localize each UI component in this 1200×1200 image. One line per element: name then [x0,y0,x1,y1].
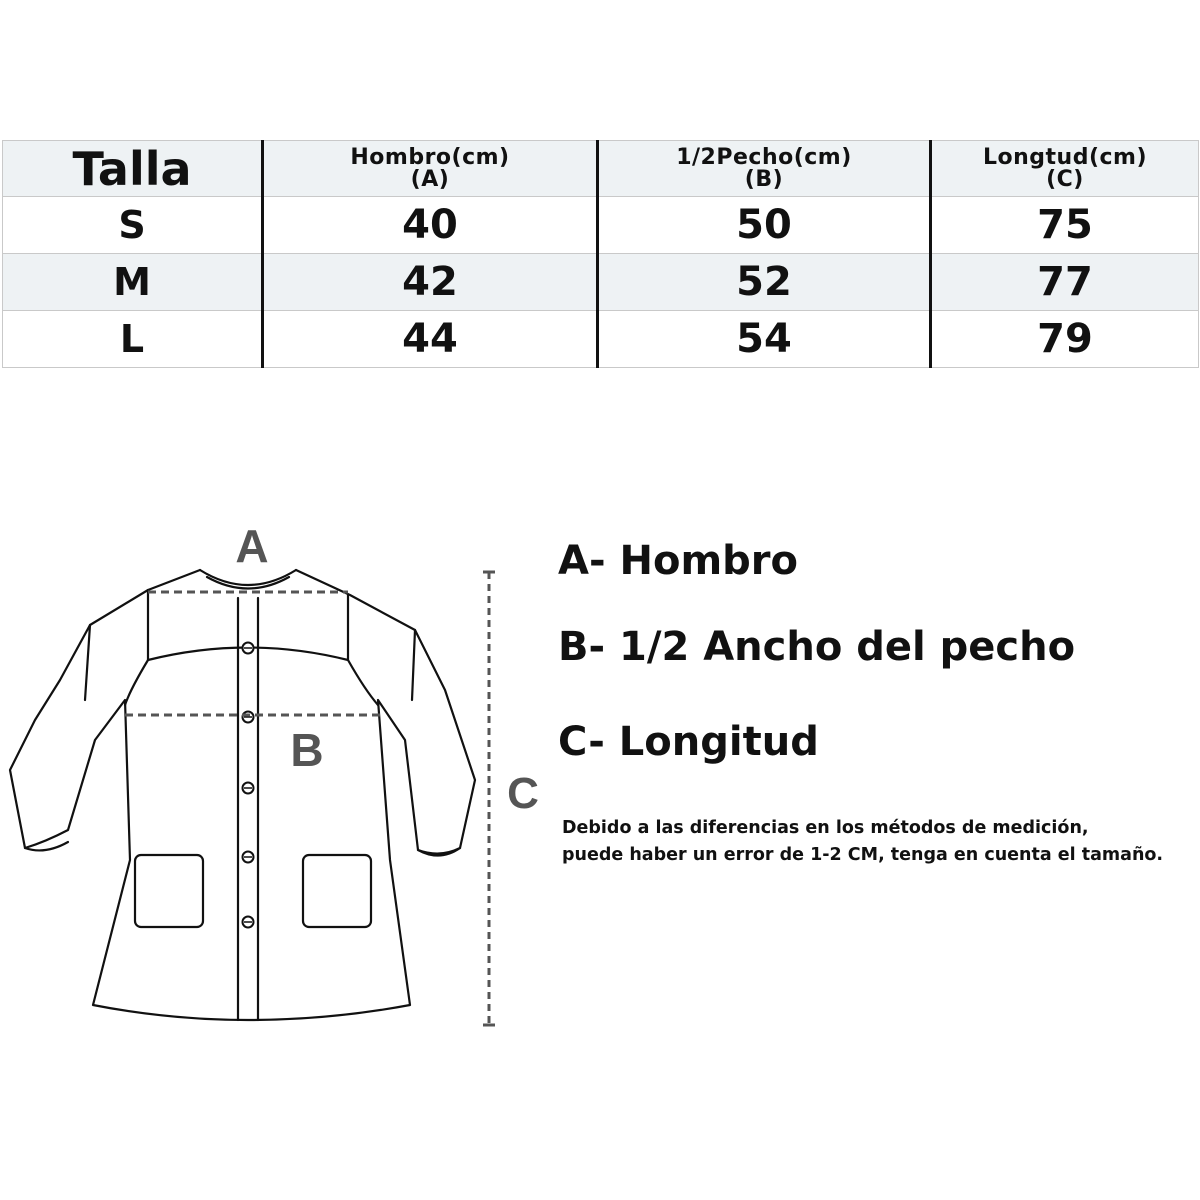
marker-b: B [290,724,324,776]
size-cell: M [3,254,263,311]
disclaimer-line-1: Debido a las diferencias en los métodos de medición, [562,818,1089,838]
length-cell: 75 [931,197,1199,254]
header-size-label: Talla [72,141,192,196]
length-measure-line [483,572,495,1025]
table-row [3,311,1199,368]
size-cell: L [3,311,263,368]
legend-shoulder: A- Hombro [558,538,798,584]
length-cell: 79 [931,311,1199,368]
marker-c: C [507,769,539,818]
legend-half-chest: B- 1/2 Ancho del pecho [558,624,1076,670]
header-length-label: Longtud(cm) [982,144,1148,170]
size-cell: S [3,197,263,254]
header-half-chest-sub: (B) [744,166,784,192]
header-half-chest [598,141,931,197]
marker-a: A [235,520,269,572]
length-cell: 77 [931,254,1199,311]
header-shoulder-label: Hombro(cm) [350,144,510,170]
half-chest-cell: 54 [598,311,931,368]
half-chest-cell: 52 [598,254,931,311]
header-half-chest-label: 1/2Pecho(cm) [676,144,852,170]
header-size [3,141,263,197]
smock-outline [10,570,475,1020]
half-chest-cell: 50 [598,197,931,254]
disclaimer-line-2: puede haber un error de 1-2 CM, tenga en cuenta el tamaño. [562,845,1164,865]
header-shoulder [263,141,598,197]
table-header-row [3,141,1199,197]
buttons [243,643,254,928]
size-chart-table [2,140,1199,368]
header-length-sub: (C) [1046,166,1084,192]
header-shoulder-sub: (A) [410,166,450,192]
shoulder-cell: 40 [263,197,598,254]
shoulder-cell: 42 [263,254,598,311]
shoulder-cell: 44 [263,311,598,368]
table-row [3,254,1199,311]
header-length [931,141,1199,197]
table-row [3,197,1199,254]
measurement-disclaimer [562,815,1192,869]
garment-diagram [0,500,560,1060]
legend-length: C- Longitud [558,719,819,765]
